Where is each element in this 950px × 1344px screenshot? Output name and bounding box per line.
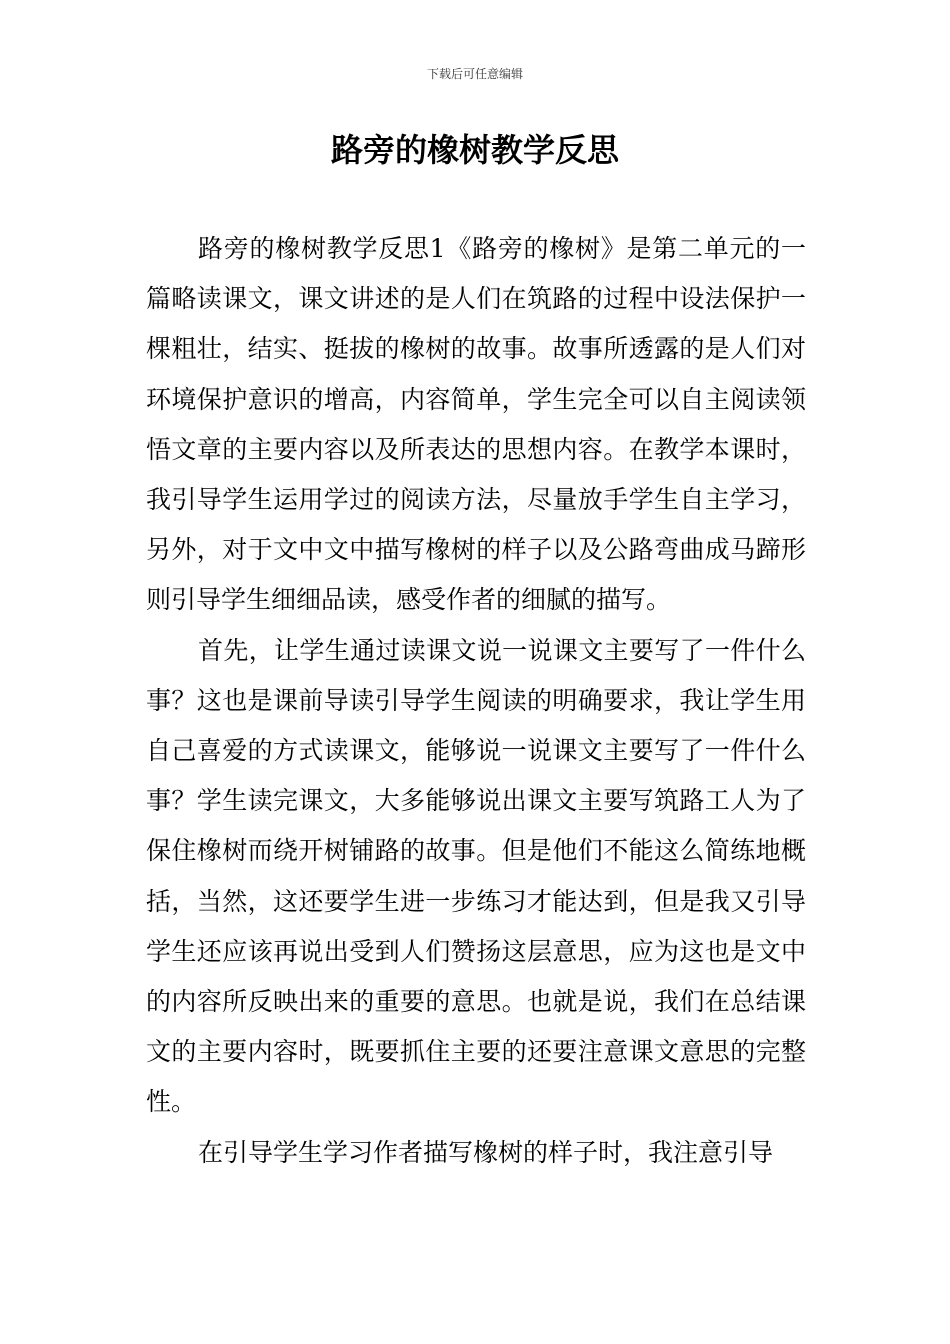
document-body (146, 224, 806, 1178)
page-title: 路旁的橡树教学反思 (330, 131, 619, 169)
paragraph-3: 在引导学生学习作者描写橡树的样子时，我注意引导 (198, 1137, 774, 1167)
header-note: 下载后可任意编辑 (426, 67, 523, 81)
paragraph-2: 首先，让学生通过读课文说一说课文主要写了一件什么事？这也是课前导读引导学生阅读的明确要求，我让学生用自己喜爱的方式读课文，能够说一说课文主要写了一件什么事？学生读完课文，大多能够说出课文主要写筑路工人为了保住橡树而绕开树铺路的故事。但是他们不能这么简练地概括，当然，这还要学生进一步练习才能达到，但是我又引导学生还应该再说出受到人们赞扬这层意思，应为这也是文中的内容所反映出来的重要的意思。也就是说，我们在总结课文的主要内容时，既要抓住主要的还要注意课文意思的完整性。 (146, 635, 806, 1117)
paragraph-1: 路旁的橡树教学反思1《路旁的橡树》是第二单元的一篇略读课文，课文讲述的是人们在筑路的过程中设法保护一棵粗壮，结实、挺拔的橡树的故事。故事所透露的是人们对环境保护意识的增高，内容简单，学生完全可以自主阅读领悟文章的主要内容以及所表达的思想内容。在教学本课时，我引导学生运用学过的阅读方法，尽量放手学生自主学习，另外，对于文中文中描写橡树的样子以及公路弯曲成马蹄形则引导学生细细品读，感受作者的细腻的描写。 (146, 234, 806, 615)
